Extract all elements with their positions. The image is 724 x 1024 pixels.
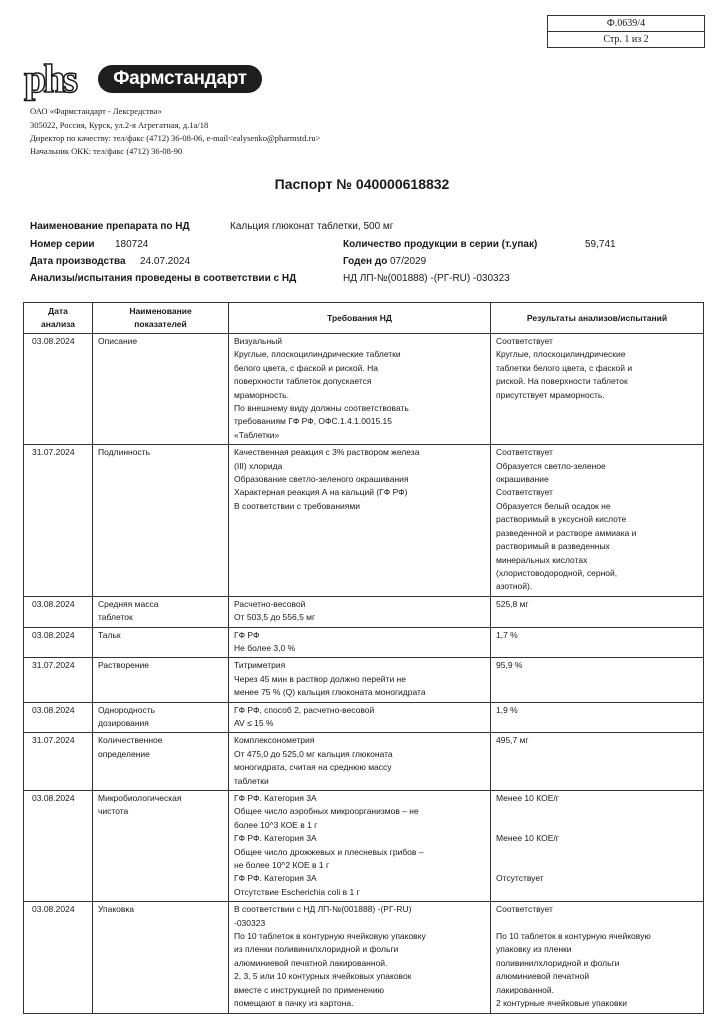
cell-date — [24, 702, 93, 733]
result-line — [496, 819, 699, 832]
table-row — [24, 733, 704, 791]
indicator-line: Подлинность — [98, 447, 151, 458]
requirement-line: Характерная реакция А на кальций (ГФ РФ) — [234, 487, 408, 498]
drug-name-value: Кальция глюконат таблетки, 500 мг — [230, 221, 394, 232]
result-line: растворимый в разведенных — [496, 541, 610, 552]
expiry-value: 07/2029 — [390, 256, 427, 267]
requirement-line: Через 45 мин в раствор должно перейти не — [234, 673, 406, 684]
result-line: окрашивание — [496, 474, 549, 485]
requirement-line: вместе с инструкцией по применению — [234, 984, 384, 995]
page-number: Стр. 1 из 2 — [548, 31, 704, 47]
header-quality-director: Директор по качеству: тел/факс (4712) 36-08-06, e-mail<ealysenko@pharmstd.ru> — [30, 133, 321, 143]
table-row — [24, 658, 704, 702]
result-line: Соответствует — [496, 904, 553, 915]
analysis-date: 03.08.2024 — [32, 629, 75, 640]
logo-company-name: Фармстандарт — [98, 65, 262, 93]
analysis-date: 03.08.2024 — [32, 336, 75, 346]
analysis-date: 03.08.2024 — [32, 598, 75, 609]
result-line — [496, 805, 699, 818]
result-line: Образуется светло-зеленое — [496, 460, 606, 471]
requirement-line: От 503,5 до 556,5 мг — [234, 612, 316, 623]
indicator-line: Микробиологическая — [98, 793, 182, 803]
cell-date — [24, 658, 93, 702]
indicator-line: Количественное — [98, 735, 163, 746]
result-line: По 10 таблеток в контурную ячейковую — [496, 931, 651, 942]
requirement-line: Не более 3,0 % — [234, 642, 296, 653]
table-row — [24, 627, 704, 658]
result-line: Отсутствует — [496, 873, 544, 884]
cell-indicator — [93, 702, 229, 733]
table-row — [24, 596, 704, 627]
header-indicator-line: Наименование — [129, 306, 192, 316]
result-line: поливинилхлоридной и фольги — [496, 957, 620, 968]
header-requirements-line: Требования НД — [327, 312, 392, 323]
requirement-line: более 10^3 КОЕ в 1 г — [234, 819, 318, 830]
cell-date — [24, 902, 93, 1013]
indicator-line: Тальк — [98, 629, 121, 640]
analysis-date: 03.08.2024 — [32, 704, 75, 715]
result-line: Соответствует — [496, 447, 553, 458]
requirement-line: моногидрата, считая на среднюю массу — [234, 762, 392, 773]
cell-results — [491, 627, 704, 658]
cell-results — [491, 334, 704, 445]
requirement-line: ГФ РФ, способ 2, расчетно-весовой — [234, 704, 375, 715]
table-row — [24, 445, 704, 596]
header-date — [24, 303, 93, 334]
cell-requirements — [229, 902, 491, 1013]
cell-requirements — [229, 596, 491, 627]
result-line: Соответствует — [496, 336, 553, 346]
cell-date — [24, 627, 93, 658]
requirement-line: Отсутствие Escherichia coli в 1 г — [234, 886, 360, 897]
cell-results — [491, 596, 704, 627]
result-line: лакированной. — [496, 984, 554, 995]
result-line: Менее 10 КОЕ/г — [496, 833, 559, 844]
requirement-line: ГФ РФ — [234, 629, 260, 640]
cell-date — [24, 445, 93, 596]
table-row — [24, 902, 704, 1013]
analysis-date: 03.08.2024 — [32, 904, 75, 915]
cell-results — [491, 733, 704, 791]
table-header-row — [24, 303, 704, 334]
result-line: Круглые, плоскоцилиндрические — [496, 349, 626, 360]
series-label: Номер серии — [30, 239, 95, 250]
indicator-line: таблеток — [98, 612, 133, 623]
passport-title: Паспорт № 040000618832 — [274, 176, 450, 192]
cell-requirements — [229, 791, 491, 902]
result-line: упаковку из пленки — [496, 944, 572, 955]
analysis-date: 31.07.2024 — [32, 735, 75, 746]
cell-results — [491, 445, 704, 596]
header-company: ОАО «Фармстандарт - Лексредства» — [30, 106, 162, 116]
analysis-standard-label: Анализы/испытания проведены в соответствии с НД — [30, 273, 297, 284]
cell-requirements — [229, 658, 491, 702]
logo-mark: phs — [24, 56, 76, 101]
table-body — [24, 334, 704, 1014]
indicator-line: Упаковка — [98, 904, 135, 915]
result-line: минеральных кислотах — [496, 554, 588, 565]
analysis-date: 03.08.2024 — [32, 793, 75, 803]
requirement-line: Расчетно-весовой — [234, 598, 306, 609]
indicator-line: дозирования — [98, 717, 149, 728]
header-indicator-line: показателей — [134, 319, 187, 329]
result-line — [496, 859, 699, 872]
requirement-line: Круглые, плоскоцилиндрические таблетки — [234, 349, 401, 360]
requirement-line: требованиям ГФ РФ, ОФС.1.4.1.0015.15 — [234, 416, 392, 427]
indicator-line: определение — [98, 748, 150, 759]
requirement-line: В соответствии с требованиями — [234, 500, 360, 511]
result-line: 525,8 мг — [496, 598, 529, 609]
result-line: присутствует мраморность. — [496, 389, 605, 400]
indicator-line: Средняя масса — [98, 598, 159, 609]
form-code-box — [547, 15, 705, 48]
requirement-line: белого цвета, с фаской и риской. На — [234, 362, 378, 373]
indicator-line: чистота — [98, 806, 129, 817]
production-date-label: Дата производства — [30, 256, 126, 267]
result-line: 1,7 % — [496, 629, 518, 640]
requirement-line: ГФ РФ. Категория 3А — [234, 793, 317, 803]
requirement-line: менее 75 % (Q) кальция глюконата моногидрата — [234, 687, 426, 698]
drug-name-label: Наименование препарата по НД — [30, 221, 190, 232]
cell-indicator — [93, 627, 229, 658]
cell-indicator — [93, 791, 229, 902]
indicator-line: Описание — [98, 336, 138, 346]
result-line: Менее 10 КОЕ/г — [496, 793, 559, 803]
requirement-line: Образование светло-зеленого окрашивания — [234, 474, 409, 485]
analysis-date: 31.07.2024 — [32, 660, 75, 671]
cell-results — [491, 658, 704, 702]
header-results — [491, 303, 704, 334]
requirement-line: «Таблетки» — [234, 429, 280, 440]
requirement-line: По 10 таблеток в контурную ячейковую упаковку — [234, 931, 426, 942]
requirement-line: алюминиевой печатной лакированной. — [234, 957, 388, 968]
requirement-line: В соответствии с НД ЛП-№(001888) -(РГ-RU) — [234, 904, 412, 915]
requirement-line: ГФ РФ. Категория 3А — [234, 833, 317, 844]
cell-date — [24, 733, 93, 791]
table-row — [24, 791, 704, 902]
indicator-line: Однородность — [98, 704, 156, 715]
cell-requirements — [229, 733, 491, 791]
analysis-standard-value: НД ЛП-№(001888) -(РГ-RU) -030323 — [343, 273, 510, 284]
requirement-line: Общее число аэробных микроорганизмов – не — [234, 806, 419, 817]
cell-results — [491, 702, 704, 733]
result-line: таблетки белого цвета, с фаской и — [496, 362, 633, 373]
requirement-line: По внешнему виду должны соответствовать — [234, 403, 409, 414]
cell-indicator — [93, 658, 229, 702]
requirement-line: таблетки — [234, 775, 269, 786]
requirement-line: Титриметрия — [234, 660, 286, 671]
result-line: растворимый в уксусной кислоте — [496, 514, 627, 525]
cell-date — [24, 596, 93, 627]
cell-indicator — [93, 445, 229, 596]
cell-requirements — [229, 627, 491, 658]
result-line: 95,9 % — [496, 660, 523, 671]
requirement-line: мраморность. — [234, 389, 289, 400]
cell-indicator — [93, 733, 229, 791]
table-row — [24, 334, 704, 445]
expiry-label: Годен до — [343, 256, 388, 267]
requirement-line: не более 10^2 КОЕ в 1 г — [234, 860, 330, 871]
requirement-line: ГФ РФ. Категория 3А — [234, 873, 317, 884]
cell-indicator — [93, 334, 229, 445]
cell-date — [24, 334, 93, 445]
requirement-line: AV ≤ 15 % — [234, 717, 274, 728]
table-row — [24, 702, 704, 733]
cell-requirements — [229, 334, 491, 445]
cell-results — [491, 902, 704, 1013]
header-date-line: Дата — [48, 306, 68, 316]
form-code: Ф.0639/4 — [606, 18, 646, 29]
cell-requirements — [229, 702, 491, 733]
cell-date — [24, 791, 93, 902]
result-line: Соответствует — [496, 487, 553, 498]
cell-indicator — [93, 902, 229, 1013]
header-address: 305022, Россия, Курск, ул.2-я Агрегатная, д.1а/18 — [30, 120, 209, 130]
indicator-line: Растворение — [98, 660, 150, 671]
header-requirements — [229, 303, 491, 334]
header-date-line: анализа — [40, 319, 76, 329]
results-table — [23, 302, 704, 1014]
series-value: 180724 — [115, 239, 149, 250]
requirement-line: из пленки поливинилхлоридной и фольги — [234, 944, 399, 955]
result-line: азотной). — [496, 581, 533, 592]
result-line — [496, 917, 699, 930]
analysis-date: 31.07.2024 — [32, 447, 75, 458]
requirement-line: Общее число дрожжевых и плесневых грибов – — [234, 846, 424, 857]
requirement-line: помещают в пачку из картона. — [234, 998, 354, 1009]
requirement-line: Комплексонометрия — [234, 735, 315, 746]
requirement-line: (III) хлорида — [234, 460, 283, 471]
requirement-line: поверхности таблеток допускается — [234, 376, 372, 387]
cell-requirements — [229, 445, 491, 596]
cell-indicator — [93, 596, 229, 627]
header-results-line: Результаты анализов/испытаний — [526, 312, 668, 323]
requirement-line: -030323 — [234, 917, 266, 928]
requirement-line: Качественная реакция с 3% раствором железа — [234, 447, 420, 458]
production-date-value: 24.07.2024 — [140, 256, 191, 267]
requirement-line: Визуальный — [234, 336, 283, 346]
cell-results — [491, 791, 704, 902]
result-line: алюминиевой печатной — [496, 971, 590, 982]
requirement-line: 2, 3, 5 или 10 контурных ячейковых упаковок — [234, 971, 412, 982]
quantity-value: 59,741 — [585, 239, 616, 250]
header-indicator — [93, 303, 229, 334]
header-okk-head: Начальник ОКК: тел/факс (4712) 36-08-90 — [30, 146, 183, 156]
quantity-label: Количество продукции в серии (т.упак) — [343, 239, 538, 250]
result-line: разведенной и растворе аммиака и — [496, 527, 637, 538]
result-line: Образуется белый осадок не — [496, 500, 611, 511]
requirement-line: От 475,0 до 525,0 мг кальция глюконата — [234, 748, 393, 759]
result-line — [496, 846, 699, 859]
result-line: (хлористоводородной, серной, — [496, 567, 618, 578]
result-line: 2 контурные ячейковые упаковки — [496, 998, 627, 1009]
result-line: 495,7 мг — [496, 735, 529, 746]
result-line: 1,9 % — [496, 704, 518, 715]
result-line: риской. На поверхности таблеток — [496, 376, 628, 387]
